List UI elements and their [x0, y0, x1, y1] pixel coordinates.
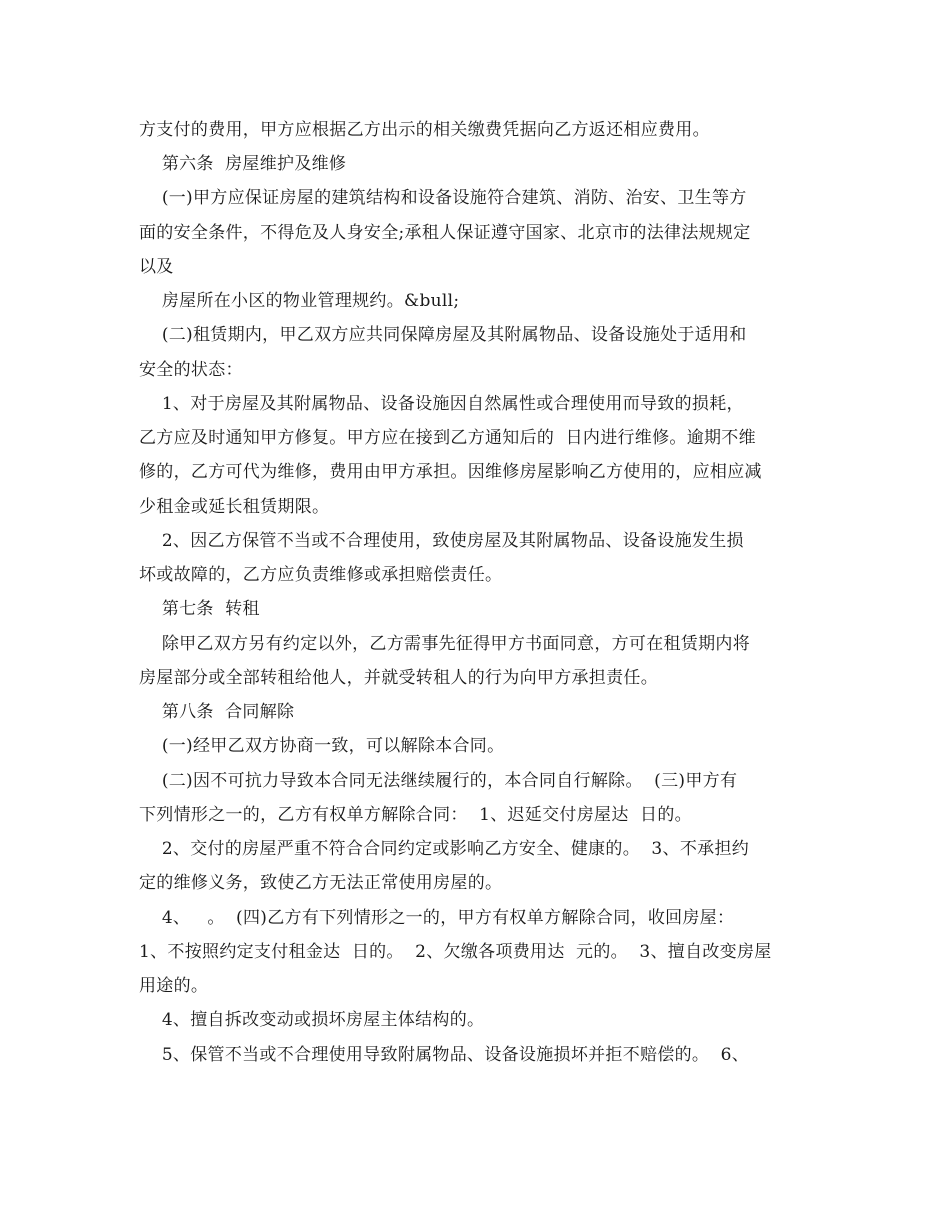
text-line: (二)租赁期内，甲乙双方应共同保障房屋及其附属物品、设备设施处于适用和: [139, 325, 747, 345]
text-line: 除甲乙双方另有约定以外，乙方需事先征得甲方书面同意，方可在租赁期内将: [139, 634, 751, 654]
text-line: 乙方应及时通知甲方修复。甲方应在接到乙方通知后的 日内进行维修。逾期不维: [139, 428, 756, 448]
text-line: 1、不按照约定支付租金达 日的。 2、欠缴各项费用达 元的。 3、擅自改变房屋: [139, 942, 772, 962]
text-line: 2、交付的房屋严重不符合合同约定或影响乙方安全、健康的。 3、不承担约: [139, 839, 750, 859]
text-line: 以及: [139, 257, 174, 277]
text-line: (一)甲方应保证房屋的建筑结构和设备设施符合建筑、消防、治安、卫生等方: [139, 188, 747, 208]
text-line: 5、保管不当或不合理使用导致附属物品、设备设施损坏并拒不赔偿的。 6、: [139, 1045, 750, 1065]
text-line: 4、 。 (四)乙方有下列情形之一的，甲方有权单方解除合同，收回房屋：: [139, 908, 735, 928]
text-line: 面的安全条件，不得危及人身安全;承租人保证遵守国家、北京市的法律法规规定: [139, 223, 751, 243]
text-line: 下列情形之一的，乙方有权单方解除合同： 1、迟延交付房屋达 日的。: [139, 805, 692, 825]
article-heading: 第七条 转租: [139, 599, 260, 619]
text-line: 定的维修义务，致使乙方无法正常使用房屋的。: [139, 873, 503, 893]
text-line: 用途的。: [139, 976, 209, 996]
text-line: 安全的状态：: [139, 360, 243, 380]
text-line: 4、擅自拆改变动或损坏房屋主体结构的。: [139, 1010, 485, 1030]
article-heading: 第六条 房屋维护及维修: [139, 154, 347, 174]
article-heading: 第八条 合同解除: [139, 702, 295, 722]
text-line: (二)因不可抗力导致本合同无法继续履行的，本合同自行解除。 (三)甲方有: [139, 771, 738, 791]
text-line: 坏或故障的，乙方应负责维修或承担赔偿责任。: [139, 565, 503, 585]
text-line: 房屋部分或全部转租给他人，并就受转租人的行为向甲方承担责任。: [139, 668, 658, 688]
text-line: (一)经甲乙双方协商一致，可以解除本合同。: [139, 736, 505, 756]
text-line: 1、对于房屋及其附属物品、设备设施因自然属性或合理使用而导致的损耗，: [139, 394, 744, 414]
text-line: 2、因乙方保管不当或不合理使用，致使房屋及其附属物品、设备设施发生损: [139, 531, 744, 551]
text-line: 方支付的费用，甲方应根据乙方出示的相关缴费凭据向乙方返还相应费用。: [139, 120, 710, 140]
text-line: 修的，乙方可代为维修，费用由甲方承担。因维修房屋影响乙方使用的，应相应减: [139, 462, 762, 482]
text-line: 房屋所在小区的物业管理规约。&bull;: [139, 291, 460, 311]
text-line: 少租金或延长租赁期限。: [139, 497, 330, 517]
